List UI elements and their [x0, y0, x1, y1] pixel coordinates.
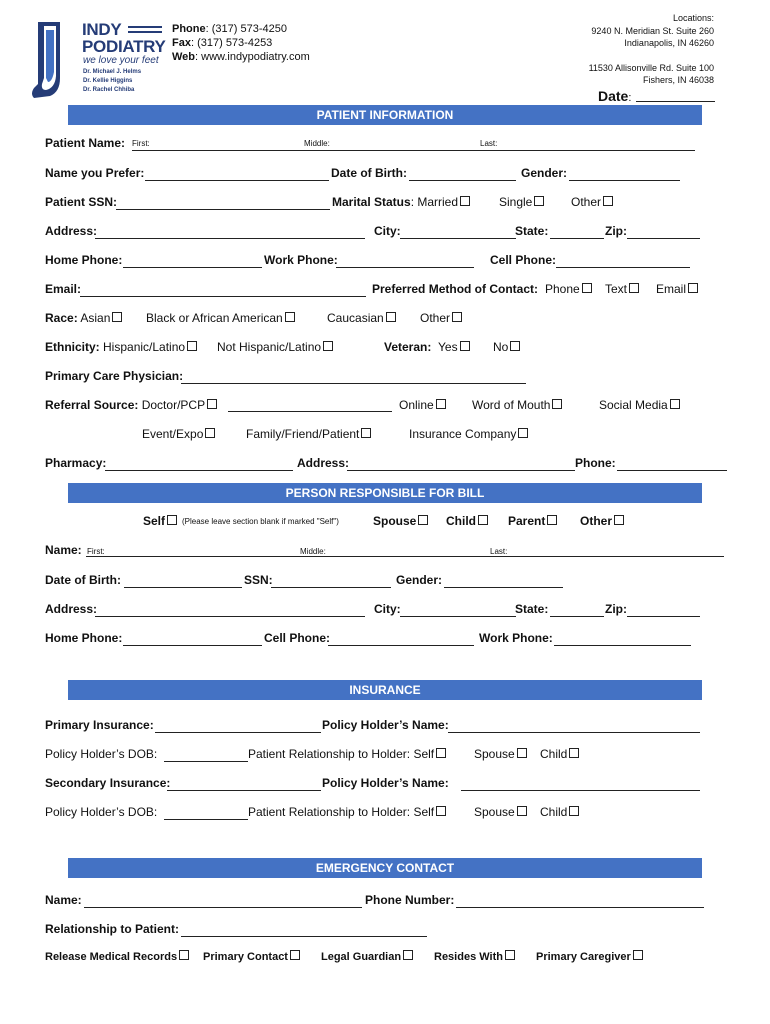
referral-social-checkbox[interactable] — [670, 399, 680, 409]
referral-event-checkbox[interactable] — [205, 428, 215, 438]
responsible-address-label: Address: — [45, 602, 98, 616]
holder-dob-2-field[interactable] — [164, 819, 248, 820]
married-checkbox[interactable] — [460, 196, 470, 206]
responsible-dob-label: Date of Birth: — [45, 573, 121, 587]
responsible-ssn-label: SSN: — [244, 573, 273, 587]
legal-guardian-checkbox[interactable] — [403, 950, 413, 960]
responsible-other: Other — [580, 514, 624, 528]
relationship-2-self-checkbox[interactable] — [436, 806, 446, 816]
contact-phone: Phone: (317) 573-4250 — [172, 23, 287, 35]
referral-insurance: Insurance Company — [409, 427, 528, 441]
logo-podiatry-text: PODIATRY — [82, 37, 166, 56]
responsible-ssn-field[interactable] — [271, 587, 391, 588]
referral-event: Event/Expo — [142, 427, 215, 441]
cell-phone-field[interactable] — [556, 267, 690, 268]
relationship-child: Child — [540, 747, 579, 761]
asian-checkbox[interactable] — [112, 312, 122, 322]
insurance-header: INSURANCE — [68, 680, 702, 700]
relationship-2-child-checkbox[interactable] — [569, 806, 579, 816]
ethnicity-not-hispanic: Not Hispanic/Latino — [217, 340, 333, 354]
holder-name-2-label: Policy Holder’s Name: — [322, 776, 449, 790]
secondary-insurance-label: Secondary Insurance: — [45, 776, 171, 790]
indy-podiatry-logo — [30, 18, 170, 100]
race-caucasian: Caucasian — [327, 311, 396, 325]
secondary-insurance-field[interactable] — [167, 790, 321, 791]
address-label: Address: — [45, 224, 98, 238]
responsible-city-label: City: — [374, 602, 401, 616]
relationship-self-checkbox[interactable] — [436, 748, 446, 758]
responsible-child-checkbox[interactable] — [478, 515, 488, 525]
marital-status: Marital Status: Married — [332, 195, 470, 209]
referral-doctor-field[interactable] — [228, 411, 392, 412]
gender-label: Gender: — [521, 166, 568, 180]
responsible-other-checkbox[interactable] — [614, 515, 624, 525]
responsible-gender-label: Gender: — [396, 573, 443, 587]
relationship-2-spouse: Spouse — [474, 805, 527, 819]
address-field[interactable] — [95, 238, 365, 239]
hispanic-checkbox[interactable] — [187, 341, 197, 351]
contact-phone-checkbox[interactable] — [582, 283, 592, 293]
work-phone-label: Work Phone: — [264, 253, 338, 267]
resides-with-option: Resides With — [434, 950, 515, 963]
pharmacy-field[interactable] — [105, 470, 293, 471]
referral-online-checkbox[interactable] — [436, 399, 446, 409]
logo-stripe — [128, 26, 162, 28]
emergency-phone-field[interactable] — [456, 907, 704, 908]
responsible-zip-label: Zip: — [605, 602, 627, 616]
release-records-checkbox[interactable] — [179, 950, 189, 960]
emergency-relationship-label: Relationship to Patient: — [45, 922, 180, 936]
relationship-spouse: Spouse — [474, 747, 527, 761]
city-label: City: — [374, 224, 401, 238]
work-phone-field[interactable] — [336, 267, 474, 268]
responsible-home-phone-field[interactable] — [123, 645, 262, 646]
pharmacy-address-field[interactable] — [347, 470, 575, 471]
preferred-name-label: Name you Prefer: — [45, 166, 145, 180]
referral-word-of-mouth: Word of Mouth — [472, 398, 562, 412]
single-option: Single — [499, 195, 544, 209]
location-1-city: Indianapolis, IN 46260 — [624, 38, 714, 48]
responsible-last-label: Last: — [490, 547, 508, 556]
preferred-name-field[interactable] — [145, 180, 329, 181]
responsible-zip-field[interactable] — [627, 616, 700, 617]
holder-dob-2-label: Policy Holder’s DOB: — [45, 805, 158, 819]
responsible-cell-phone-label: Cell Phone: — [264, 631, 331, 645]
contact-phone-option: Phone — [545, 282, 592, 296]
responsible-state-field[interactable] — [550, 616, 604, 617]
zip-field[interactable] — [627, 238, 700, 239]
date-field[interactable] — [636, 101, 715, 102]
relationship-spouse-checkbox[interactable] — [517, 748, 527, 758]
responsible-self-checkbox[interactable] — [167, 515, 177, 525]
home-phone-label: Home Phone: — [45, 253, 123, 267]
pharmacy-phone-field[interactable] — [617, 470, 727, 471]
responsible-parent-checkbox[interactable] — [547, 515, 557, 525]
emergency-name-label: Name: — [45, 893, 82, 907]
responsible-spouse: Spouse — [373, 514, 428, 528]
responsible-dob-field[interactable] — [124, 587, 242, 588]
date-label: Date: — [598, 88, 632, 104]
primary-caregiver-checkbox[interactable] — [633, 950, 643, 960]
email-label: Email: — [45, 282, 82, 296]
veteran-no-checkbox[interactable] — [510, 341, 520, 351]
not-hispanic-checkbox[interactable] — [323, 341, 333, 351]
primary-insurance-field[interactable] — [155, 732, 321, 733]
referral-family-checkbox[interactable] — [361, 428, 371, 438]
primary-contact-checkbox[interactable] — [290, 950, 300, 960]
race-other-checkbox[interactable] — [452, 312, 462, 322]
veteran-yes: Veteran: Yes — [384, 340, 470, 354]
ethnicity-hispanic: Ethnicity: Hispanic/Latino — [45, 340, 197, 354]
state-field[interactable] — [550, 238, 604, 239]
pharmacy-label: Pharmacy: — [45, 456, 107, 470]
location-2-street: 11530 Allisonville Rd. Suite 100 — [588, 63, 714, 73]
primary-caregiver-option: Primary Caregiver — [536, 950, 643, 963]
responsible-name-label: Name: — [45, 543, 82, 557]
responsible-work-phone-label: Work Phone: — [479, 631, 553, 645]
responsible-address-field[interactable] — [95, 616, 365, 617]
gender-field[interactable] — [569, 180, 680, 181]
patient-name-field[interactable] — [132, 150, 695, 151]
logo-doctor: Dr. Kellie Higgins — [83, 78, 133, 84]
holder-name-2-field[interactable] — [461, 790, 700, 791]
black-checkbox[interactable] — [285, 312, 295, 322]
holder-dob-label: Policy Holder’s DOB: — [45, 747, 158, 761]
preferred-contact-label: Preferred Method of Contact: — [372, 282, 539, 296]
logo-doctor: Dr. Rachel Chhiba — [83, 87, 135, 93]
emergency-relationship-field[interactable] — [181, 936, 427, 937]
responsible-self: Self — [143, 514, 177, 528]
dob-field[interactable] — [409, 180, 516, 181]
zip-label: Zip: — [605, 224, 627, 238]
race-other: Other — [420, 311, 462, 325]
relationship-2-child: Child — [540, 805, 579, 819]
referral-family: Family/Friend/Patient — [246, 427, 371, 441]
responsible-child: Child — [446, 514, 488, 528]
race-black: Black or African American — [146, 311, 295, 325]
pharmacy-address-label: Address: — [297, 456, 350, 470]
responsible-state-label: State: — [515, 602, 549, 616]
contact-web: Web: www.indypodiatry.com — [172, 51, 310, 63]
home-phone-field[interactable] — [123, 267, 262, 268]
emergency-name-field[interactable] — [84, 907, 362, 908]
patient-info-header: PATIENT INFORMATION — [68, 105, 702, 125]
relationship-child-checkbox[interactable] — [569, 748, 579, 758]
veteran-no: No — [493, 340, 520, 354]
referral-social-media: Social Media — [599, 398, 680, 412]
pcp-label: Primary Care Physician: — [45, 369, 184, 383]
referral-insurance-checkbox[interactable] — [518, 428, 528, 438]
referral-doctor-checkbox[interactable] — [207, 399, 217, 409]
legal-guardian-option: Legal Guardian — [321, 950, 413, 963]
responsible-city-field[interactable] — [400, 616, 516, 617]
relationship-2-self: Patient Relationship to Holder: Self — [248, 805, 446, 819]
holder-name-label: Policy Holder’s Name: — [322, 718, 449, 732]
locations-label: Locations: — [672, 13, 714, 23]
veteran-yes-checkbox[interactable] — [460, 341, 470, 351]
last-name-label: Last: — [480, 139, 498, 148]
responsible-spouse-checkbox[interactable] — [418, 515, 428, 525]
responsible-home-phone-label: Home Phone: — [45, 631, 123, 645]
responsible-first-label: First: — [87, 547, 105, 556]
cell-phone-label: Cell Phone: — [490, 253, 557, 267]
city-field[interactable] — [400, 238, 516, 239]
responsible-header: PERSON RESPONSIBLE FOR BILL — [68, 483, 702, 503]
logo-stripe — [128, 31, 162, 33]
responsible-cell-phone-field[interactable] — [328, 645, 474, 646]
emergency-phone-label: Phone Number: — [365, 893, 455, 907]
release-records-option: Release Medical Records — [45, 950, 189, 963]
indiana-foot-icon — [30, 18, 80, 100]
resides-with-checkbox[interactable] — [505, 950, 515, 960]
responsible-name-field[interactable] — [86, 556, 724, 557]
contact-text-checkbox[interactable] — [629, 283, 639, 293]
emergency-header: EMERGENCY CONTACT — [68, 858, 702, 878]
relationship-2-spouse-checkbox[interactable] — [517, 806, 527, 816]
responsible-gender-field[interactable] — [444, 587, 563, 588]
middle-name-label: Middle: — [304, 139, 330, 148]
location-1-street: 9240 N. Meridian St. Suite 260 — [591, 26, 714, 36]
holder-dob-field[interactable] — [164, 761, 248, 762]
email-field[interactable] — [80, 296, 366, 297]
pharmacy-phone-label: Phone: — [575, 456, 616, 470]
logo-doctor: Dr. Michael J. Helms — [83, 69, 142, 75]
logo-tagline: we love your feet — [83, 55, 159, 66]
primary-contact-option: Primary Contact — [203, 950, 300, 963]
contact-text-option: Text — [605, 282, 639, 296]
pcp-field[interactable] — [181, 383, 526, 384]
responsible-note: (Please leave section blank if marked "Self") — [182, 517, 339, 526]
responsible-middle-label: Middle: — [300, 547, 326, 556]
caucasian-checkbox[interactable] — [386, 312, 396, 322]
ssn-field[interactable] — [116, 209, 330, 210]
logo-indy-text: INDY — [82, 20, 122, 39]
ssn-label: Patient SSN: — [45, 195, 118, 209]
location-2-city: Fishers, IN 46038 — [642, 75, 714, 85]
patient-name-label: Patient Name: — [45, 136, 126, 150]
marital-other-option: Other — [571, 195, 613, 209]
referral-doctor: Referral Source: Doctor/PCP — [45, 398, 217, 412]
responsible-parent: Parent — [508, 514, 557, 528]
primary-insurance-label: Primary Insurance: — [45, 718, 154, 732]
contact-fax: Fax: (317) 573-4253 — [172, 37, 273, 49]
referral-online: Online — [399, 398, 446, 412]
relationship-self: Patient Relationship to Holder: Self — [248, 747, 446, 761]
contact-email-option: Email — [656, 282, 698, 296]
holder-name-field[interactable] — [448, 732, 700, 733]
state-label: State: — [515, 224, 549, 238]
dob-label: Date of Birth: — [331, 166, 407, 180]
responsible-work-phone-field[interactable] — [554, 645, 691, 646]
marital-other-checkbox[interactable] — [603, 196, 613, 206]
race-asian: Race: Asian — [45, 311, 122, 325]
referral-wom-checkbox[interactable] — [552, 399, 562, 409]
contact-email-checkbox[interactable] — [688, 283, 698, 293]
first-name-label: First: — [132, 139, 150, 148]
single-checkbox[interactable] — [534, 196, 544, 206]
